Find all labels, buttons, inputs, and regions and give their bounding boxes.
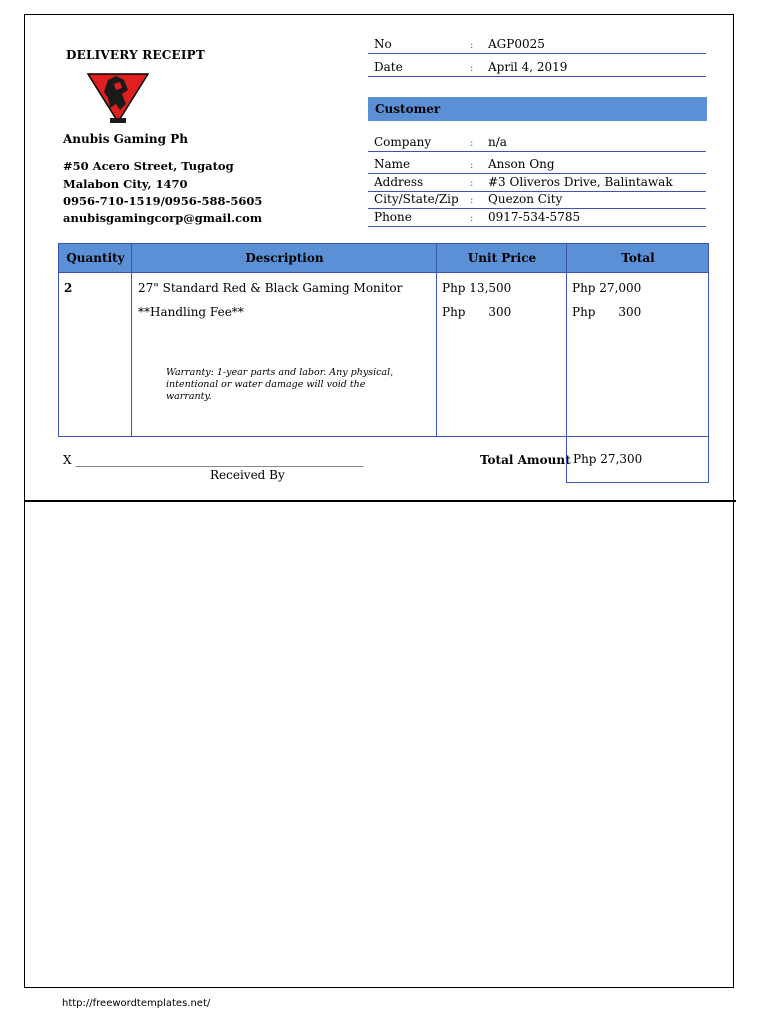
colon: : bbox=[470, 40, 474, 51]
company-name: Anubis Gaming Ph bbox=[63, 132, 188, 146]
column-divider bbox=[436, 244, 437, 436]
company-email: anubisgamingcorp@gmail.com bbox=[63, 211, 263, 225]
received-by-label: Received By bbox=[210, 468, 285, 482]
items-table bbox=[58, 243, 709, 437]
column-divider bbox=[131, 244, 132, 436]
customer-city-row bbox=[368, 192, 706, 209]
header-quantity: Quantity bbox=[66, 251, 125, 265]
receipt-date-label: Date bbox=[374, 60, 403, 74]
colon: : bbox=[470, 213, 474, 224]
header-description: Description bbox=[245, 251, 324, 265]
customer-phone-value: 0917-534-5785 bbox=[488, 210, 581, 224]
row1-unit-price: Php 13,500 bbox=[442, 281, 512, 295]
colon: : bbox=[470, 160, 474, 171]
warranty-note: Warranty: 1-year parts and labor. Any physical, intentional or water damage will void the warranty. bbox=[166, 367, 394, 402]
table-header bbox=[59, 244, 708, 273]
customer-address-label: Address bbox=[374, 175, 424, 189]
customer-city-label: City/State/Zip bbox=[374, 192, 459, 206]
receipt-date-row bbox=[368, 56, 706, 77]
source-url[interactable]: http://freewordtemplates.net/ bbox=[62, 998, 211, 1009]
company-logo bbox=[86, 70, 150, 130]
colon: : bbox=[470, 178, 474, 189]
customer-phone-label: Phone bbox=[374, 210, 412, 224]
row2-unit-price: Php 300 bbox=[442, 305, 512, 319]
header-unit-price: Unit Price bbox=[467, 251, 537, 265]
row2-description: **Handling Fee** bbox=[138, 305, 244, 319]
company-address-line1: #50 Acero Street, Tugatog bbox=[63, 159, 234, 173]
customer-company-row bbox=[368, 131, 706, 152]
customer-address-value: #3 Oliveros Drive, Balintawak bbox=[488, 175, 673, 189]
customer-company-label: Company bbox=[374, 135, 432, 149]
customer-section-header bbox=[368, 97, 707, 121]
colon: : bbox=[470, 195, 474, 206]
customer-name-row bbox=[368, 154, 706, 174]
row1-total: Php 27,000 bbox=[572, 281, 642, 295]
total-amount-label: Total Amount bbox=[480, 453, 571, 467]
column-divider bbox=[566, 244, 567, 436]
receipt-number-row bbox=[368, 33, 706, 54]
customer-name-value: Anson Ong bbox=[488, 157, 555, 171]
signature-line: X ________________________________________________ bbox=[63, 453, 364, 467]
row1-description: 27" Standard Red & Black Gaming Monitor bbox=[138, 281, 403, 295]
company-phones: 0956-710-1519/0956-588-5605 bbox=[63, 194, 263, 208]
customer-name-label: Name bbox=[374, 157, 411, 171]
customer-phone-row bbox=[368, 209, 706, 227]
customer-address-row bbox=[368, 174, 706, 192]
total-amount-value: Php 27,300 bbox=[573, 452, 643, 466]
customer-company-value: n/a bbox=[488, 135, 507, 149]
receipt-number-value: AGP0025 bbox=[488, 37, 545, 51]
customer-section-label: Customer bbox=[375, 102, 441, 116]
customer-city-value: Quezon City bbox=[488, 192, 563, 206]
row1-quantity: 2 bbox=[64, 281, 73, 295]
colon: : bbox=[470, 63, 474, 74]
header-total: Total bbox=[621, 251, 655, 265]
receipt-number-label: No bbox=[374, 37, 392, 51]
colon: : bbox=[470, 138, 474, 149]
document-title: DELIVERY RECEIPT bbox=[66, 48, 205, 62]
page-divider bbox=[24, 500, 736, 502]
row2-total: Php 300 bbox=[572, 305, 642, 319]
company-address-line2: Malabon City, 1470 bbox=[63, 177, 188, 191]
receipt-date-value: April 4, 2019 bbox=[488, 60, 568, 74]
total-amount-box bbox=[566, 436, 709, 483]
